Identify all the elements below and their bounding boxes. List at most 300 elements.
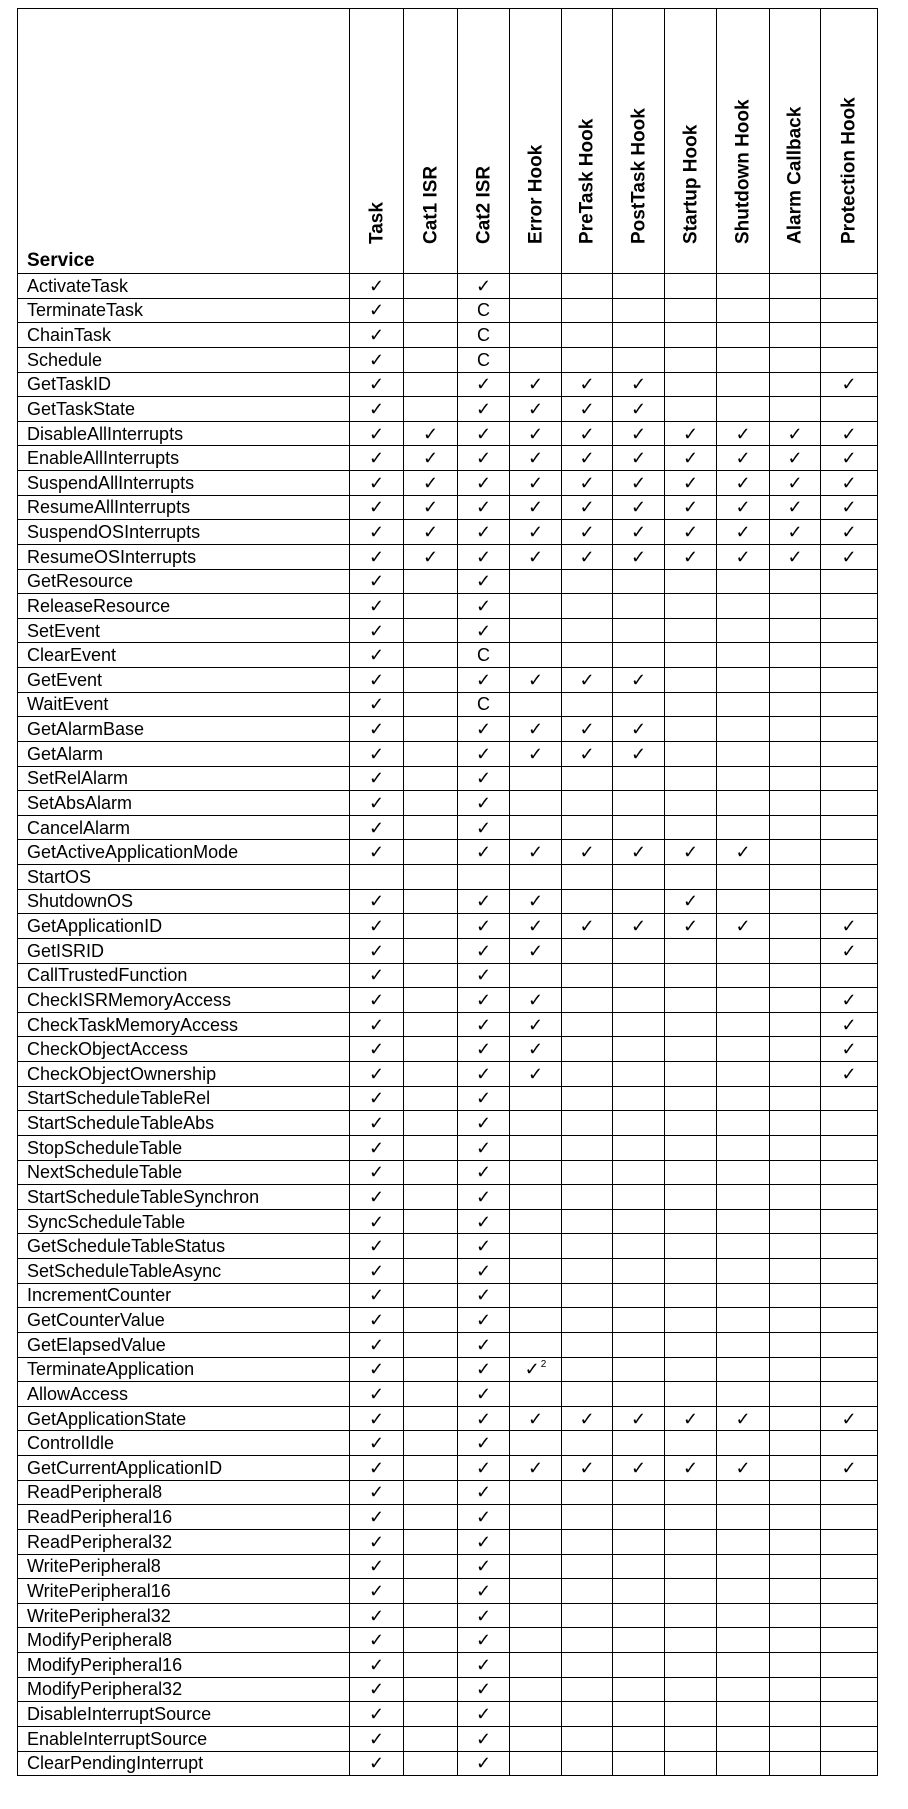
context-cell: ✓ bbox=[458, 1406, 510, 1431]
context-cell bbox=[613, 865, 665, 890]
context-cell: ✓ bbox=[821, 471, 878, 496]
context-cell bbox=[770, 1382, 821, 1407]
context-cell bbox=[665, 1653, 717, 1678]
context-cell bbox=[613, 1702, 665, 1727]
column-header-task bbox=[350, 9, 404, 274]
context-cell bbox=[404, 274, 458, 299]
context-cell bbox=[717, 1283, 770, 1308]
context-cell bbox=[510, 1702, 562, 1727]
context-cell: ✓ bbox=[350, 520, 404, 545]
context-cell: ✓ bbox=[458, 1160, 510, 1185]
context-cell: ✓ bbox=[458, 668, 510, 693]
context-cell bbox=[717, 692, 770, 717]
context-cell bbox=[821, 1283, 878, 1308]
context-cell: ✓ bbox=[350, 1283, 404, 1308]
context-cell bbox=[562, 1579, 613, 1604]
context-cell bbox=[404, 1259, 458, 1284]
context-cell bbox=[562, 865, 613, 890]
context-cell: ✓ bbox=[770, 446, 821, 471]
context-cell bbox=[404, 397, 458, 422]
context-cell bbox=[717, 1579, 770, 1604]
table-row bbox=[18, 1012, 878, 1037]
context-cell bbox=[821, 963, 878, 988]
context-cell: ✓ bbox=[665, 495, 717, 520]
context-cell bbox=[770, 815, 821, 840]
context-cell bbox=[770, 914, 821, 939]
context-cell bbox=[404, 1357, 458, 1382]
context-cell bbox=[821, 1209, 878, 1234]
service-name-cell: SuspendAllInterrupts bbox=[18, 471, 350, 496]
context-cell bbox=[613, 323, 665, 348]
context-cell bbox=[665, 815, 717, 840]
context-cell bbox=[613, 815, 665, 840]
context-cell: ✓ bbox=[717, 544, 770, 569]
context-cell bbox=[562, 1628, 613, 1653]
context-cell: ✓ bbox=[562, 717, 613, 742]
context-cell bbox=[665, 298, 717, 323]
context-cell bbox=[821, 323, 878, 348]
context-cell: ✓ bbox=[665, 840, 717, 865]
context-cell: ✓ bbox=[458, 1702, 510, 1727]
table-row bbox=[18, 1308, 878, 1333]
context-cell: ✓ bbox=[770, 520, 821, 545]
context-cell: ✓ bbox=[510, 446, 562, 471]
context-cell: ✓ bbox=[562, 471, 613, 496]
context-cell: ✓ bbox=[350, 1135, 404, 1160]
context-cell bbox=[821, 1579, 878, 1604]
context-cell bbox=[562, 1135, 613, 1160]
context-cell bbox=[562, 1185, 613, 1210]
service-name-cell: CheckObjectAccess bbox=[18, 1037, 350, 1062]
context-cell bbox=[613, 988, 665, 1013]
context-cell: ✓ bbox=[458, 1653, 510, 1678]
table-row bbox=[18, 1726, 878, 1751]
table-row bbox=[18, 1037, 878, 1062]
context-cell: ✓ bbox=[458, 1111, 510, 1136]
table-row bbox=[18, 643, 878, 668]
context-cell bbox=[665, 741, 717, 766]
context-cell bbox=[404, 323, 458, 348]
context-cell bbox=[510, 347, 562, 372]
context-cell bbox=[821, 1185, 878, 1210]
context-cell bbox=[404, 1554, 458, 1579]
context-cell bbox=[510, 1480, 562, 1505]
context-cell bbox=[821, 840, 878, 865]
context-cell bbox=[717, 1382, 770, 1407]
context-cell bbox=[665, 1160, 717, 1185]
column-header-label: PostTask Hook bbox=[628, 108, 649, 244]
context-cell bbox=[821, 274, 878, 299]
context-cell bbox=[562, 274, 613, 299]
context-cell: ✓ bbox=[665, 471, 717, 496]
context-cell bbox=[510, 1726, 562, 1751]
context-cell bbox=[613, 1086, 665, 1111]
context-cell bbox=[613, 1579, 665, 1604]
context-cell bbox=[404, 668, 458, 693]
service-name-cell: ActivateTask bbox=[18, 274, 350, 299]
context-cell bbox=[717, 1554, 770, 1579]
context-cell: ✓ bbox=[562, 914, 613, 939]
context-cell bbox=[717, 1308, 770, 1333]
table-row bbox=[18, 1209, 878, 1234]
context-cell bbox=[510, 1653, 562, 1678]
context-cell: ✓ bbox=[350, 840, 404, 865]
table-body bbox=[18, 274, 878, 1776]
column-header-posttask-hook bbox=[613, 9, 665, 274]
context-cell: ✓ bbox=[458, 471, 510, 496]
context-cell bbox=[562, 1111, 613, 1136]
context-cell: C bbox=[458, 643, 510, 668]
context-cell bbox=[613, 1160, 665, 1185]
context-cell bbox=[717, 1332, 770, 1357]
context-cell: ✓ bbox=[613, 717, 665, 742]
context-cell: ✓ bbox=[510, 471, 562, 496]
service-name-cell: SetScheduleTableAsync bbox=[18, 1259, 350, 1284]
context-cell: ✓ bbox=[458, 1357, 510, 1382]
context-cell: ✓ bbox=[562, 421, 613, 446]
context-cell: ✓ bbox=[350, 1234, 404, 1259]
footnote-marker: 2 bbox=[540, 1359, 547, 1371]
context-cell bbox=[404, 1062, 458, 1087]
service-name-cell: ClearPendingInterrupt bbox=[18, 1751, 350, 1776]
context-cell: ✓ bbox=[350, 471, 404, 496]
context-cell bbox=[821, 717, 878, 742]
context-cell bbox=[821, 1505, 878, 1530]
context-cell: ✓ bbox=[510, 1012, 562, 1037]
service-name-cell: GetActiveApplicationMode bbox=[18, 840, 350, 865]
context-cell bbox=[821, 1480, 878, 1505]
context-cell bbox=[717, 1012, 770, 1037]
context-cell bbox=[821, 1382, 878, 1407]
context-cell: ✓ bbox=[458, 963, 510, 988]
context-cell bbox=[510, 323, 562, 348]
context-cell bbox=[510, 1628, 562, 1653]
context-cell: ✓ bbox=[458, 1135, 510, 1160]
service-name-cell: StartOS bbox=[18, 865, 350, 890]
column-header-service: Service bbox=[18, 9, 350, 274]
context-cell bbox=[665, 1037, 717, 1062]
context-cell bbox=[562, 815, 613, 840]
context-cell: ✓ bbox=[350, 741, 404, 766]
context-cell: ✓ bbox=[510, 397, 562, 422]
context-cell: ✓ bbox=[770, 495, 821, 520]
table-row bbox=[18, 1086, 878, 1111]
context-cell: ✓ bbox=[350, 495, 404, 520]
service-name-cell: SetAbsAlarm bbox=[18, 791, 350, 816]
context-cell: ✓ bbox=[458, 938, 510, 963]
context-cell bbox=[770, 1406, 821, 1431]
context-cell: ✓ bbox=[458, 520, 510, 545]
context-cell: ✓ bbox=[665, 914, 717, 939]
table-row bbox=[18, 988, 878, 1013]
context-cell bbox=[404, 372, 458, 397]
context-cell bbox=[717, 1751, 770, 1776]
context-cell: ✓ bbox=[458, 421, 510, 446]
context-cell bbox=[562, 1086, 613, 1111]
table-row bbox=[18, 1529, 878, 1554]
context-cell bbox=[404, 1677, 458, 1702]
context-cell: ✓ bbox=[458, 594, 510, 619]
context-cell: ✓ bbox=[350, 988, 404, 1013]
context-cell bbox=[613, 1259, 665, 1284]
context-cell: ✓ bbox=[350, 1259, 404, 1284]
context-cell bbox=[821, 397, 878, 422]
context-cell: ✓ bbox=[404, 421, 458, 446]
table-row bbox=[18, 815, 878, 840]
service-name-cell: WaitEvent bbox=[18, 692, 350, 717]
service-name-cell: CallTrustedFunction bbox=[18, 963, 350, 988]
context-cell: ✓ bbox=[510, 1406, 562, 1431]
context-cell bbox=[562, 1653, 613, 1678]
context-cell bbox=[562, 643, 613, 668]
context-cell bbox=[510, 1283, 562, 1308]
context-cell: ✓ bbox=[510, 520, 562, 545]
context-cell bbox=[665, 397, 717, 422]
context-cell bbox=[717, 717, 770, 742]
context-cell: ✓ bbox=[717, 471, 770, 496]
context-cell bbox=[510, 766, 562, 791]
context-cell: ✓ bbox=[821, 1406, 878, 1431]
context-cell bbox=[665, 1209, 717, 1234]
context-cell bbox=[770, 668, 821, 693]
context-cell bbox=[770, 1283, 821, 1308]
context-cell: ✓ bbox=[458, 889, 510, 914]
context-cell: ✓ bbox=[350, 1529, 404, 1554]
service-name-cell: GetElapsedValue bbox=[18, 1332, 350, 1357]
context-cell bbox=[770, 1037, 821, 1062]
column-header-pretask-hook bbox=[562, 9, 613, 274]
table-row bbox=[18, 1456, 878, 1481]
table-row bbox=[18, 741, 878, 766]
context-cell bbox=[613, 1480, 665, 1505]
context-cell: ✓ bbox=[350, 717, 404, 742]
context-cell: ✓ bbox=[350, 1062, 404, 1087]
table-row bbox=[18, 495, 878, 520]
context-cell bbox=[510, 1234, 562, 1259]
service-name-cell: GetApplicationID bbox=[18, 914, 350, 939]
service-name-cell: SetRelAlarm bbox=[18, 766, 350, 791]
context-cell bbox=[562, 1677, 613, 1702]
context-cell: ✓ bbox=[562, 397, 613, 422]
context-cell bbox=[404, 1431, 458, 1456]
context-cell bbox=[821, 1529, 878, 1554]
context-cell: ✓ bbox=[350, 643, 404, 668]
context-cell bbox=[613, 889, 665, 914]
context-cell bbox=[510, 1259, 562, 1284]
table-row bbox=[18, 1554, 878, 1579]
context-cell: ✓ bbox=[350, 274, 404, 299]
service-name-cell: GetScheduleTableStatus bbox=[18, 1234, 350, 1259]
context-cell bbox=[821, 1135, 878, 1160]
column-header-alarm-callback bbox=[770, 9, 821, 274]
context-cell: ✓ bbox=[613, 520, 665, 545]
context-cell bbox=[665, 692, 717, 717]
context-cell: ✓ bbox=[613, 372, 665, 397]
context-cell bbox=[404, 1234, 458, 1259]
context-cell: ✓ bbox=[350, 1012, 404, 1037]
context-cell bbox=[562, 1382, 613, 1407]
context-cell bbox=[404, 988, 458, 1013]
context-cell bbox=[510, 692, 562, 717]
context-cell: ✓ bbox=[821, 372, 878, 397]
context-cell bbox=[665, 766, 717, 791]
context-cell: ✓ bbox=[562, 446, 613, 471]
context-cell bbox=[665, 1702, 717, 1727]
context-cell bbox=[717, 815, 770, 840]
context-cell: ✓ bbox=[350, 1037, 404, 1062]
service-name-cell: CheckObjectOwnership bbox=[18, 1062, 350, 1087]
context-cell bbox=[404, 594, 458, 619]
context-cell bbox=[510, 1431, 562, 1456]
table-row bbox=[18, 1111, 878, 1136]
table-row bbox=[18, 323, 878, 348]
context-cell bbox=[821, 1603, 878, 1628]
context-cell: ✓ bbox=[613, 914, 665, 939]
context-cell bbox=[770, 1062, 821, 1087]
context-cell bbox=[770, 1653, 821, 1678]
context-cell bbox=[770, 1702, 821, 1727]
context-cell bbox=[770, 692, 821, 717]
context-cell bbox=[665, 1480, 717, 1505]
context-cell bbox=[665, 1111, 717, 1136]
context-cell bbox=[717, 1702, 770, 1727]
service-name-cell: WritePeripheral32 bbox=[18, 1603, 350, 1628]
context-cell bbox=[770, 963, 821, 988]
context-cell bbox=[665, 372, 717, 397]
context-cell bbox=[458, 865, 510, 890]
context-cell bbox=[717, 865, 770, 890]
context-cell bbox=[770, 1628, 821, 1653]
context-cell bbox=[562, 298, 613, 323]
context-cell: ✓ bbox=[458, 1308, 510, 1333]
context-cell: ✓ bbox=[350, 1554, 404, 1579]
context-cell bbox=[770, 840, 821, 865]
context-cell bbox=[404, 1283, 458, 1308]
context-cell bbox=[821, 569, 878, 594]
context-cell bbox=[510, 1554, 562, 1579]
context-cell: ✓ bbox=[562, 668, 613, 693]
table-row bbox=[18, 1603, 878, 1628]
context-cell bbox=[821, 1259, 878, 1284]
context-cell bbox=[404, 1653, 458, 1678]
context-cell bbox=[821, 1357, 878, 1382]
context-cell: ✓ bbox=[510, 544, 562, 569]
context-cell bbox=[404, 1086, 458, 1111]
table-row bbox=[18, 347, 878, 372]
context-cell bbox=[770, 618, 821, 643]
context-cell bbox=[717, 1653, 770, 1678]
context-cell: ✓ bbox=[458, 274, 510, 299]
table-row bbox=[18, 274, 878, 299]
context-cell: ✓ bbox=[458, 1579, 510, 1604]
column-header-label: Alarm Callback bbox=[784, 106, 806, 244]
context-cell: ✓ bbox=[821, 495, 878, 520]
context-cell bbox=[613, 1554, 665, 1579]
column-header-label: Task bbox=[366, 202, 387, 244]
service-name-cell: ResumeAllInterrupts bbox=[18, 495, 350, 520]
context-cell bbox=[510, 1529, 562, 1554]
context-cell bbox=[404, 643, 458, 668]
context-cell bbox=[404, 741, 458, 766]
service-name-cell: ReadPeripheral8 bbox=[18, 1480, 350, 1505]
column-header-label: Error Hook bbox=[525, 144, 546, 244]
context-cell: ✓ bbox=[770, 544, 821, 569]
context-cell: ✓ bbox=[458, 717, 510, 742]
context-cell bbox=[510, 791, 562, 816]
context-cell: ✓ bbox=[510, 1062, 562, 1087]
context-cell bbox=[404, 1480, 458, 1505]
context-cell bbox=[613, 1628, 665, 1653]
context-cell: ✓ bbox=[350, 1332, 404, 1357]
context-cell bbox=[770, 1677, 821, 1702]
context-cell bbox=[665, 274, 717, 299]
context-cell bbox=[821, 1234, 878, 1259]
table-row bbox=[18, 1406, 878, 1431]
context-cell bbox=[613, 1135, 665, 1160]
context-cell bbox=[404, 914, 458, 939]
context-cell bbox=[404, 1579, 458, 1604]
context-cell bbox=[665, 1185, 717, 1210]
context-cell bbox=[613, 274, 665, 299]
table-row bbox=[18, 1480, 878, 1505]
context-cell bbox=[665, 1283, 717, 1308]
context-cell: ✓ bbox=[350, 692, 404, 717]
context-cell bbox=[821, 889, 878, 914]
context-cell: ✓ bbox=[613, 544, 665, 569]
context-cell bbox=[562, 1603, 613, 1628]
context-cell: ✓ bbox=[613, 1406, 665, 1431]
context-cell: ✓ bbox=[510, 938, 562, 963]
context-cell bbox=[404, 1209, 458, 1234]
context-cell bbox=[613, 963, 665, 988]
context-cell bbox=[562, 1037, 613, 1062]
context-cell: ✓ bbox=[717, 1406, 770, 1431]
context-cell bbox=[562, 988, 613, 1013]
context-cell: ✓ bbox=[458, 1259, 510, 1284]
context-cell bbox=[665, 988, 717, 1013]
context-cell: ✓ bbox=[350, 372, 404, 397]
context-cell bbox=[404, 569, 458, 594]
context-cell: ✓ bbox=[350, 618, 404, 643]
context-cell bbox=[717, 1603, 770, 1628]
context-cell: ✓ bbox=[613, 741, 665, 766]
service-name-cell: WritePeripheral16 bbox=[18, 1579, 350, 1604]
context-cell: ✓ bbox=[458, 1382, 510, 1407]
table-row bbox=[18, 692, 878, 717]
context-cell bbox=[613, 1308, 665, 1333]
column-header-label: Shutdown Hook bbox=[732, 99, 754, 244]
context-cell bbox=[770, 1505, 821, 1530]
context-cell bbox=[665, 1677, 717, 1702]
context-cell: ✓ bbox=[613, 668, 665, 693]
service-name-cell: GetCounterValue bbox=[18, 1308, 350, 1333]
context-cell bbox=[404, 1332, 458, 1357]
context-cell bbox=[665, 1332, 717, 1357]
column-header-label: Cat2 ISR bbox=[473, 165, 494, 244]
context-cell: ✓ bbox=[665, 520, 717, 545]
context-cell: ✓ bbox=[350, 791, 404, 816]
context-cell bbox=[510, 298, 562, 323]
context-cell bbox=[665, 1086, 717, 1111]
service-name-cell: ModifyPeripheral8 bbox=[18, 1628, 350, 1653]
context-cell: ✓ bbox=[350, 963, 404, 988]
context-cell bbox=[510, 643, 562, 668]
context-cell bbox=[770, 347, 821, 372]
context-cell bbox=[562, 1283, 613, 1308]
table-row bbox=[18, 938, 878, 963]
context-cell: ✓ bbox=[350, 1086, 404, 1111]
context-cell: ✓ bbox=[458, 1677, 510, 1702]
